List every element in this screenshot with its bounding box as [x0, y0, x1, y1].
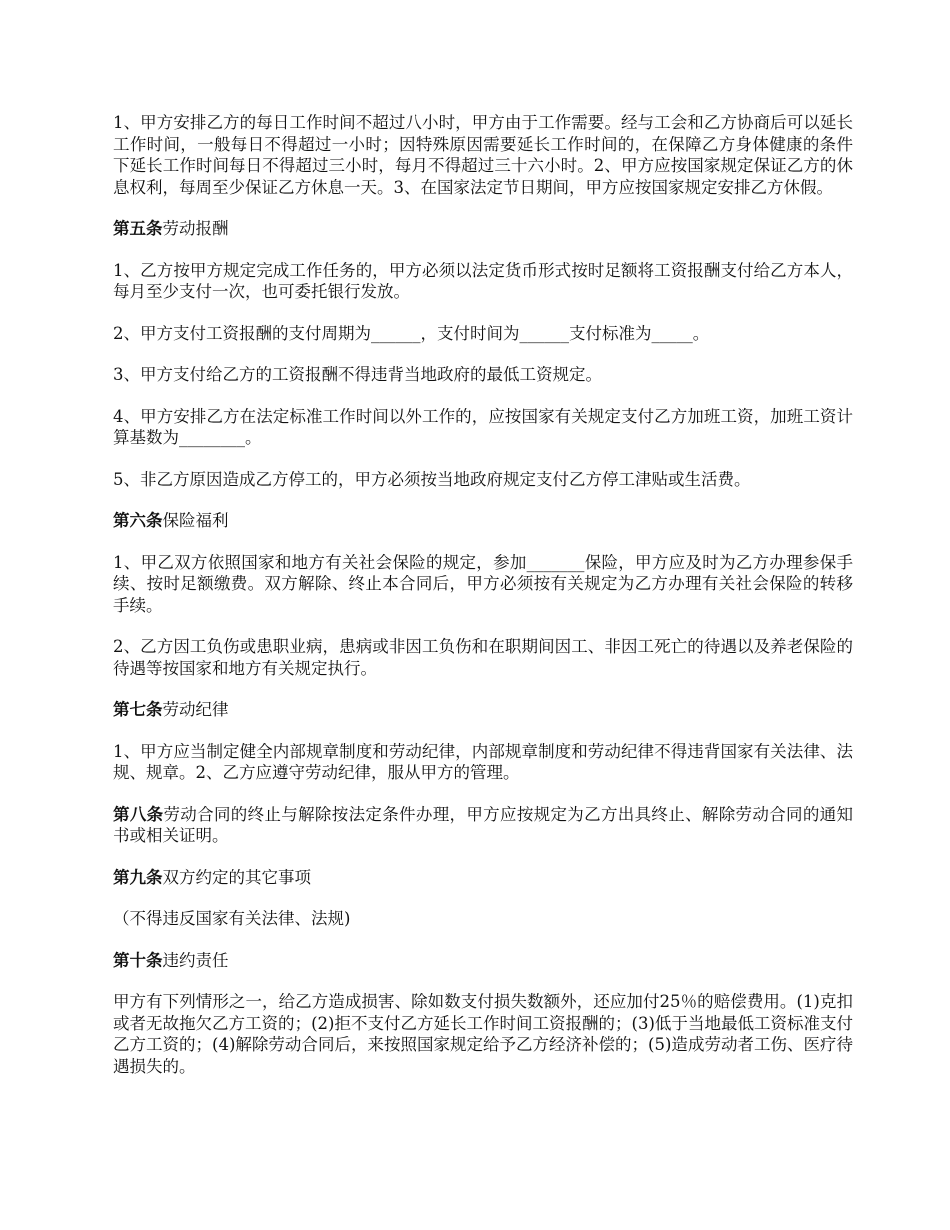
article-6-heading	[113, 510, 853, 532]
article-10-label: 第十条	[113, 950, 163, 970]
article-8-label: 第八条	[113, 804, 164, 824]
article-5-label: 第五条	[113, 219, 163, 238]
article-7-title: 劳动纪律	[162, 700, 229, 719]
article-8-paragraph	[113, 804, 853, 847]
document-page	[113, 112, 853, 1097]
paragraph-5-1: 1、乙方按甲方规定完成工作任务的，甲方必须以法定货币形式按时足额将工资报酬支付给乙方本人，每月至少支付一次，也可委托银行发放。	[113, 260, 853, 301]
article-9-heading	[113, 867, 853, 889]
article-9-title: 双方约定的其它事项	[162, 867, 311, 887]
paragraph-6-1: 1、甲乙双方依照国家和地方有关社会保险的规定，参加_______保险，甲方应及时为乙方办理参保手续、按时足额缴费。双方解除、终止本合同后，甲方必须按有关规定为乙方办理有关社会保险的转移手续。	[113, 552, 853, 615]
article-5-heading	[113, 218, 853, 240]
paragraph-10-1: 甲方有下列情形之一，给乙方造成损害、除如数支付损失数额外，还应加付25％的赔偿费用。(1)克扣或者无故拖欠乙方工资的；(2)拒不支付乙方延长工作时间工资报酬的；(3)低于当地最低工资标准支付乙方工资的；(4)解除劳动合同后，来按照国家规定给予乙方经济补偿的；(5)造成劳动者工伤、医疗待遇损失的。	[113, 992, 853, 1076]
article-7-label: 第七条	[113, 700, 163, 719]
paragraph-5-4: 4、甲方安排乙方在法定标准工作时间以外工作的，应按国家有关规定支付乙方加班工资，加班工资计算基数为________。	[113, 406, 853, 447]
article-8-text: 劳动合同的终止与解除按法定条件办理，甲方应按规定为乙方出具终止、解除劳动合同的通知书或相关证明。	[113, 804, 854, 845]
article-9-label: 第九条	[113, 867, 163, 887]
paragraph-work-hours: 1、甲方安排乙方的每日工作时间不超过八小时，甲方由于工作需要。经与工会和乙方协商后可以延长工作时间，一般每日不得超过一小时；因特殊原因需要延长工作时间的，在保障乙方身体健康的条件下延长工作时间每日不得超过三小时，每月不得超过三十六小时。2、甲方应按国家规定保证乙方的休息权利，每周至少保证乙方休息一天。3、在国家法定节日期间，甲方应按国家规定安排乙方休假。	[113, 113, 853, 197]
article-10-title: 违约责任	[162, 950, 229, 970]
paragraph-5-3: 3、甲方支付给乙方的工资报酬不得违背当地政府的最低工资规定。	[113, 365, 602, 384]
paragraph-6-2: 2、乙方因工负伤或患职业病，患病或非因工负伤和在职期间因工、非因工死亡的待遇以及养老保险的待遇等按国家和地方有关规定执行。	[113, 637, 853, 678]
paragraph-5-5: 5、非乙方原因造成乙方停工的，甲方必须按当地政府规定支付乙方停工津贴或生活费。	[113, 469, 751, 489]
article-5-title: 劳动报酬	[162, 219, 229, 238]
paragraph-7-1: 1、甲方应当制定健全内部规章制度和劳动纪律，内部规章制度和劳动纪律不得违背国家有关法律、法规、规章。2、乙方应遵守劳动纪律，服从甲方的管理。	[113, 741, 853, 782]
article-10-heading	[113, 950, 853, 972]
article-6-title: 保险福利	[162, 511, 229, 530]
paragraph-9-1: （不得违反国家有关法律、法规)	[113, 909, 351, 928]
article-6-label: 第六条	[113, 511, 163, 530]
article-7-heading	[113, 699, 853, 721]
paragraph-5-2: 2、甲方支付工资报酬的支付周期为______，支付时间为______支付标准为_____。	[113, 323, 710, 343]
